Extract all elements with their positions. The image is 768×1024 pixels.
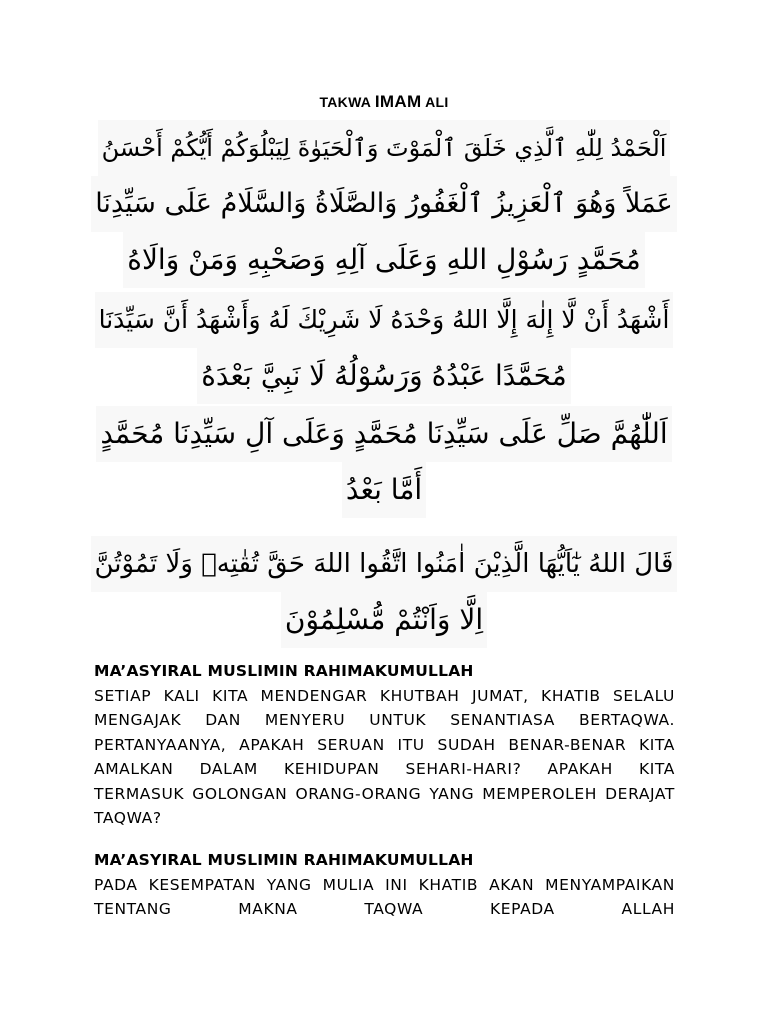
- arabic-line-4: أَشْهَدُ أَنْ لَّا إِلٰهَ إِلَّا اللهُ وَحْدَهُ لَا شَرِيْكَ لَهُ وَأَشْهَدُ أَنَّ سَيِّدَنَا: [95, 292, 674, 348]
- arabic-opening-praise: [90, 120, 678, 288]
- arabic-line-2: عَمَلاً وَهُوَ ٱلْعَزِيزُ ٱلْغَفُورُ وَالصَّلَاةُ وَالسَّلَامُ عَلَى سَيِّدِنَا: [91, 176, 677, 232]
- section-paragraph: SETIAP KALI KITA MENDENGAR KHUTBAH JUMAT, KHATIB SELALU MENGAJAK DAN MENYERU UNTUK SENANTIASA BERTAQWA. PERTANYAANYA, APAKAH SERUAN ITU SUDAH BENAR-BENAR KITA AMALKAN DALAM KEHIDUPAN SEHARI-HARI? APAKAH KITA TERMASUK GOLONGAN ORANG-ORANG YANG MEMPEROLEH DERAJAT TAQWA?: [94, 686, 675, 827]
- arabic-line-7: أَمَّا بَعْدُ: [342, 462, 426, 518]
- arabic-line-5: مُحَمَّدًا عَبْدُهُ وَرَسُوْلُهُ لَا نَبِيَّ بَعْدَهُ: [197, 348, 571, 404]
- arabic-line-9: اِلَّا وَاَنْتُمْ مُّسْلِمُوْنَ: [281, 592, 487, 648]
- arabic-line-1: اَلْحَمْدُ لِلّٰهِ ٱلَّذِي خَلَقَ ٱلْمَوْتَ وَٱلْحَيَوٰةَ لِيَبْلُوَكُمْ أَيُّكُمْ أَحْسَنُ: [98, 120, 671, 176]
- section-heading: MA’ASYIRAL MUSLIMIN RAHIMAKUMULLAH: [94, 851, 474, 869]
- document-title: [0, 92, 768, 112]
- arabic-line-6: اَللّٰهُمَّ صَلِّ عَلَى سَيِّدِنَا مُحَمَّدٍ وَعَلَى آلِ سَيِّدِنَا مُحَمَّدٍ: [96, 406, 671, 462]
- arabic-line-8: قَالَ اللهُ يٰٓاَيُّهَا الَّذِيْنَ اٰمَنُوا اتَّقُوا اللهَ حَقَّ تُقٰتِهٖ وَلَا تَمُوْتُنَّ: [91, 536, 678, 592]
- section-heading: MA’ASYIRAL MUSLIMIN RAHIMAKUMULLAH: [94, 662, 474, 680]
- arabic-line-3: مُحَمَّدٍ رَسُوْلِ اللهِ وَعَلَى آلِهِ وَصَحْبِهِ وَمَنْ وَالَاهُ: [123, 232, 644, 288]
- arabic-salawat: [90, 406, 678, 518]
- arabic-shahada: [90, 292, 678, 404]
- title-imam: IMAM: [374, 92, 422, 111]
- section-2: [94, 848, 675, 922]
- arabic-quran-verse: [90, 536, 678, 648]
- section-paragraph: PADA KESEMPATAN YANG MULIA INI KHATIB AKAN MENYAMPAIKAN TENTANG MAKNA TAQWA KEPADA ALLAH: [94, 875, 675, 918]
- section-1: [94, 659, 675, 831]
- title-prefix: TAKWA: [319, 94, 375, 110]
- title-suffix: ALI: [421, 94, 449, 110]
